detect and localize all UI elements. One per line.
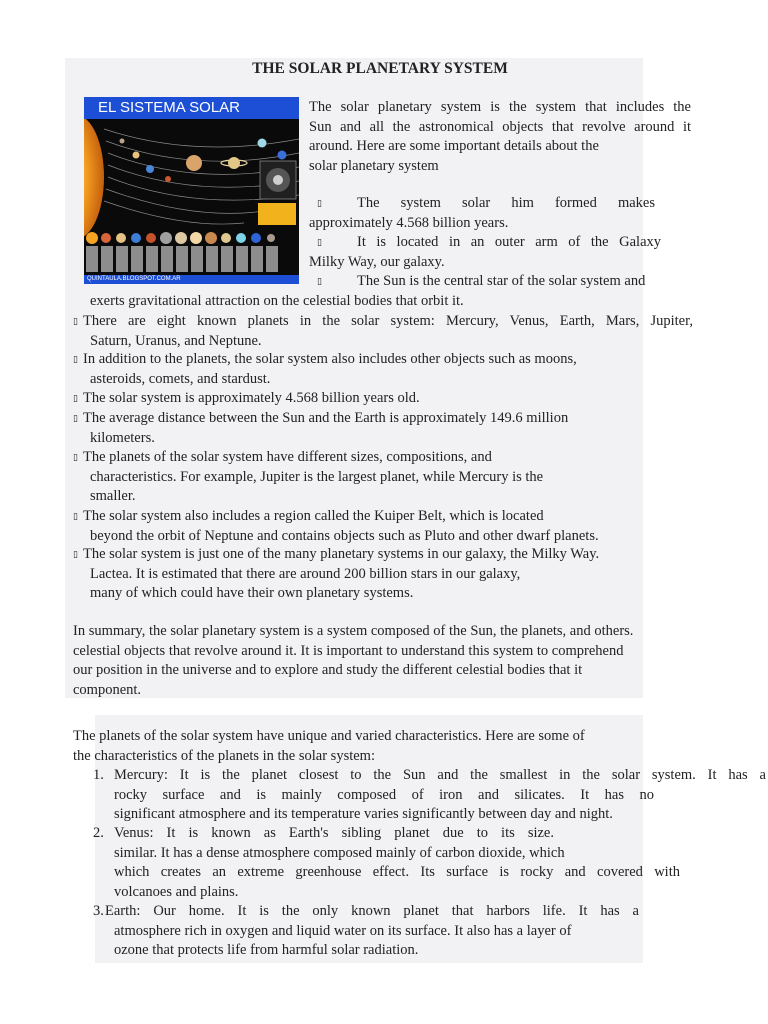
intro-paragraph: The solar planetary system is the system that includes the Sun and all the astronomical objects that revolve around it around. Here are some important details about the solar planetary system: [309, 99, 691, 174]
planet-info-cards: [86, 246, 278, 272]
bullet-icon: ▯: [73, 354, 78, 364]
planets-intro-paragraph: The planets of the solar system have unique and varied characteristics. Here are some of the characteristics of the planets in the solar system:: [73, 728, 585, 764]
bullet-icon: ▯: [73, 393, 78, 403]
list-item: ▯ The solar system also includes a region called the Kuiper Belt, which is located beyond the orbit of Neptune and contains objects such as Pluto and other dwarf planets.: [73, 508, 599, 544]
planet-item-mercury: Mercury: It is the planet closest to the Sun and the smallest in the solar system. It has a rocky surface and is mainly composed of iron and silicates. It has no significant atmosphere and its temperature varies significantly between day and night.: [114, 767, 766, 822]
poster-illustration: [84, 119, 299, 275]
list-item: ▯ It is located in an outer arm of the Galaxy: [317, 233, 661, 253]
list-marker: 2.: [93, 825, 104, 841]
bullet-icon: ▯: [73, 316, 78, 326]
list-item: ▯ The Sun is the central star of the solar system and: [317, 272, 695, 292]
list-marker: 3.: [93, 903, 104, 919]
solar-system-poster: [84, 97, 299, 284]
list-item: ▯ The solar system is approximately 4.568 billion years old.: [73, 389, 420, 409]
list-item: ▯ The solar system is just one of the many planetary systems in our galaxy, the Milky Way. Lactea. It is estimated that there are around 200 billion stars in our galaxy, many of which could have their own planetary systems.: [73, 546, 600, 601]
page-title: THE SOLAR PLANETARY SYSTEM: [252, 60, 508, 77]
poster-footer: QUINTAULA.BLOGSPOT.COM.AR: [84, 275, 299, 284]
bullet-icon: ▯: [73, 452, 78, 462]
bullet-icon: ▯: [317, 198, 322, 208]
bullet-icon: ▯: [73, 413, 78, 423]
list-item: ▯ There are eight known planets in the solar system: Mercury, Venus, Earth, Mars, Jupiter, Saturn, Uranus, and Neptune.: [73, 313, 693, 349]
list-item: ▯ The system solar him formed makes: [317, 194, 655, 214]
bullet-icon: ▯: [317, 237, 322, 247]
list-item: ▯ In addition to the planets, the solar system also includes other objects such as moons, asteroids, comets, and stardust.: [73, 351, 577, 387]
sun-image: [84, 119, 104, 239]
planet-item-earth: Earth: Our home. It is the only known planet that harbors life. It has a atmosphere rich in oxygen and liquid water on its surface. It also has a layer of ozone that protects life from harmful solar radiation.: [105, 903, 639, 958]
list-marker: 1.: [93, 767, 104, 783]
bullet-icon: ▯: [73, 511, 78, 521]
planet-item-venus: Venus: It is known as Earth's sibling planet due to its size. similar. It has a dense atmosphere composed mainly of carbon dioxide, which which creates an extreme greenhouse effect. Its surface is rocky and covered with volcanoes and plains.: [114, 825, 680, 900]
bullet-icon: ▯: [317, 276, 322, 286]
bullet-icon: ▯: [73, 549, 78, 559]
list-item: ▯ The average distance between the Sun and the Earth is approximately 149.6 million kilometers.: [73, 410, 569, 446]
list-item: ▯ The planets of the solar system have different sizes, compositions, and characteristics. For example, Jupiter is the largest planet, while Mercury is the smaller.: [73, 449, 544, 504]
poster-header: EL SISTEMA SOLAR: [84, 97, 299, 119]
summary-paragraph: In summary, the solar planetary system is a system composed of the Sun, the planets, and others. celestial objects that revolve around it. It is important to understand this system to comprehend our position in the universe and to explore and study the different celestial bodies that it component.: [73, 623, 634, 698]
